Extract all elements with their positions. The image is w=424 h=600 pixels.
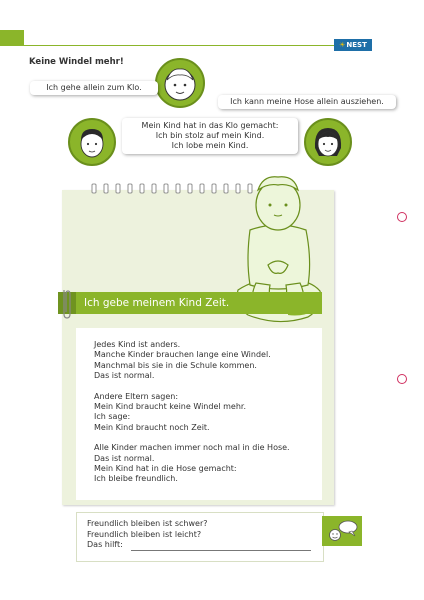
paperclip-icon — [60, 286, 72, 320]
sun-icon: ☀ — [339, 41, 346, 49]
text-line: Jedes Kind ist anders. — [94, 340, 181, 349]
chat-bubbles-icon — [322, 516, 362, 546]
speech-bubble-parent — [122, 118, 298, 154]
father-avatar — [68, 118, 116, 166]
text-line: Manchmal bis sie in die Schule kommen. — [94, 360, 257, 370]
binder-hole — [397, 374, 407, 384]
text-line: Mein Kind hat in die Hose gemacht: — [94, 464, 237, 474]
write-line — [131, 550, 311, 551]
paragraph — [94, 443, 322, 485]
man-face-icon — [70, 120, 114, 164]
speech-line: Mein Kind hat in das Klo gemacht: — [141, 121, 279, 130]
text-line: Ich sage: — [94, 412, 131, 422]
speech-text-child-right: Ich kann meine Hose allein ausziehen. — [230, 97, 384, 106]
section-banner: Ich gebe meinem Kind Zeit. — [76, 292, 322, 314]
header-accent-block — [0, 30, 24, 46]
speech-tab — [322, 516, 362, 546]
brand-name: NEST — [346, 41, 367, 49]
reflection-prompt — [87, 540, 323, 551]
child-avatar — [155, 58, 205, 108]
reflection-box — [76, 512, 324, 562]
speech-bubble-child-right — [218, 95, 396, 109]
main-text-box — [76, 328, 322, 500]
reflection-question: Freundlich bleiben ist schwer? — [87, 519, 208, 528]
speech-text-child-left: Ich gehe allein zum Klo. — [46, 83, 142, 92]
text-line: Mein Kind braucht keine Windel mehr. — [94, 402, 247, 412]
text-line: Das ist normal. — [94, 453, 155, 463]
text-line: Mein Kind braucht noch Zeit. — [94, 422, 210, 432]
reflection-prompt-label: Das hilft: — [87, 540, 123, 549]
speech-line: Ich lobe mein Kind. — [171, 141, 249, 150]
binder-hole — [397, 212, 407, 222]
text-line: Ich bleibe freundlich. — [94, 474, 178, 484]
woman-face-icon — [306, 120, 350, 164]
brand-logo — [334, 39, 372, 51]
reflection-question: Freundlich bleiben ist leicht? — [87, 529, 202, 539]
child-face-icon — [157, 60, 203, 106]
text-line: Das ist normal. — [94, 371, 155, 381]
paragraph — [94, 392, 322, 434]
header-rule — [24, 45, 334, 46]
mother-avatar — [304, 118, 352, 166]
speech-bubble-child-left — [30, 81, 158, 95]
paragraph — [94, 340, 322, 382]
page-title: Keine Windel mehr! — [29, 57, 124, 67]
text-line: Manche Kinder brauchen lange eine Windel. — [94, 350, 271, 360]
speech-line: Ich bin stolz auf mein Kind. — [155, 131, 265, 140]
text-line: Alle Kinder machen immer noch mal in die Hose. — [94, 443, 290, 453]
text-line: Andere Eltern sagen: — [94, 391, 179, 401]
